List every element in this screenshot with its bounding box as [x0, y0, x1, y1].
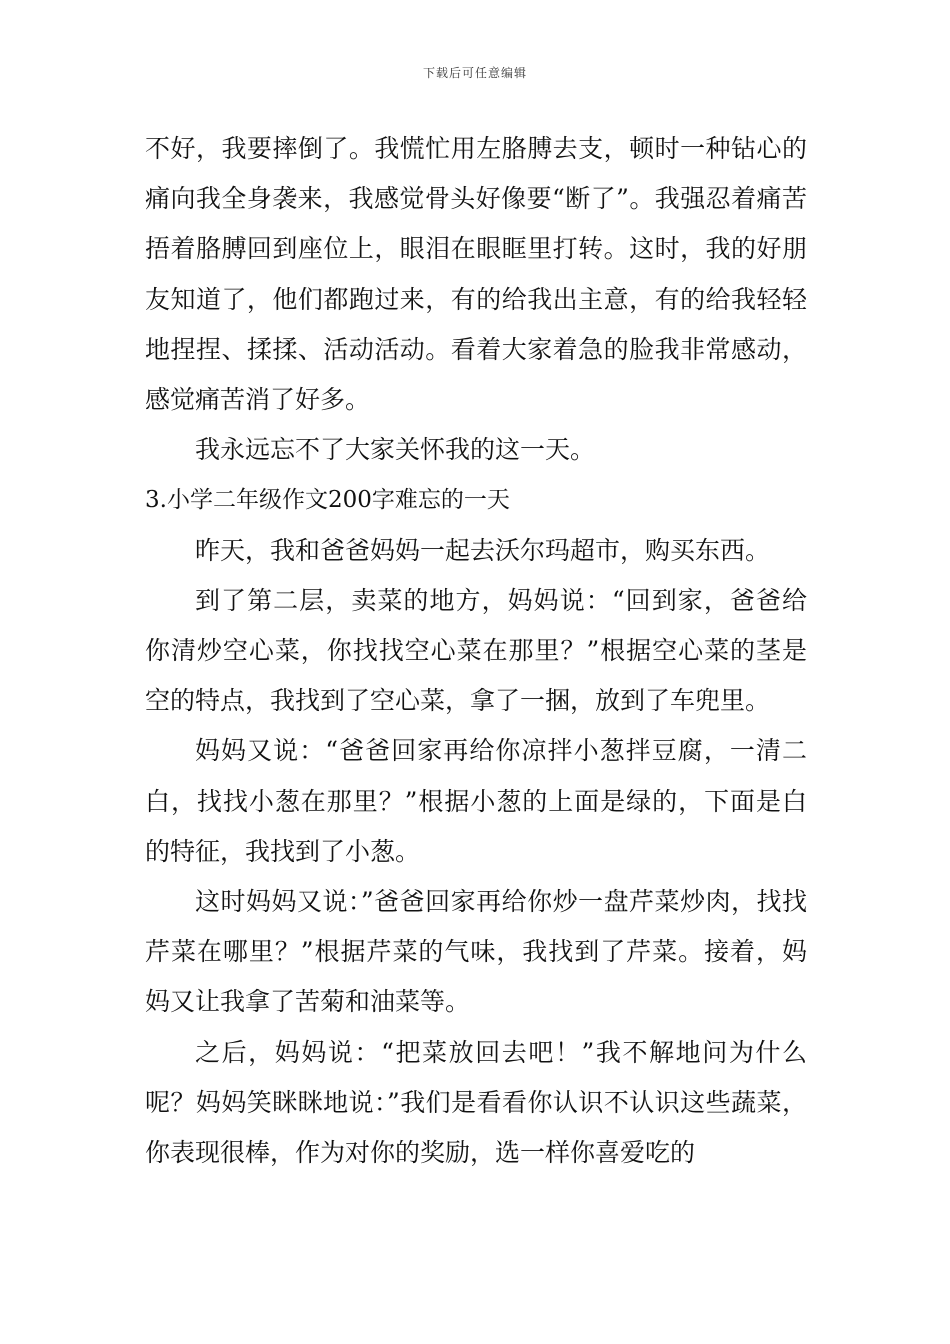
paragraph: 这时妈妈又说：”爸爸回家再给你炒一盘芹菜炒肉，找找芹菜在哪里？”根据芹菜的气味，我找到了芹菜。接着，妈妈又让我拿了苦菊和油菜等。	[145, 887, 807, 1017]
paragraph: 昨天，我和爸爸妈妈一起去沃尔玛超市，购买东西。	[195, 535, 771, 565]
paragraph: 妈妈又说：“爸爸回家再给你凉拌小葱拌豆腐，一清二白，找找小葱在那里？”根据小葱的上面是绿的，下面是白的特征，我找到了小葱。	[145, 736, 807, 866]
paragraph-continued: 不好，我要摔倒了。我慌忙用左胳膊去支，顿时一种钻心的痛向我全身袭来，我感觉骨头好像要“断了”。我强忍着痛苦捂着胳膊回到座位上，眼泪在眼眶里打转。这时，我的好朋友知道了，他们都跑过来，有的给我出主意，有的给我轻轻地捏捏、揉揉、活动活动。看着大家着急的脸我非常感动，感觉痛苦消了好多。	[145, 134, 807, 415]
document-body	[145, 124, 807, 1178]
paragraph: 之后，妈妈说：“把菜放回去吧！”我不解地问为什么呢？妈妈笑眯眯地说：”我们是看看你认识不认识这些蔬菜，你表现很棒，作为对你的奖励，选一样你喜爱吃的	[145, 1037, 807, 1168]
paragraph-closing: 我永远忘不了大家关怀我的这一天。	[195, 435, 596, 465]
page-header: 下载后可任意编辑	[422, 66, 527, 80]
paragraph: 到了第二层，卖菜的地方，妈妈说：“回到家，爸爸给你清炒空心菜，你找找空心菜在那里？”根据空心菜的茎是空的特点，我找到了空心菜，拿了一捆，放到了车兜里。	[145, 585, 807, 716]
section-heading: 3.小学二年级作文200字难忘的一天	[145, 487, 510, 514]
